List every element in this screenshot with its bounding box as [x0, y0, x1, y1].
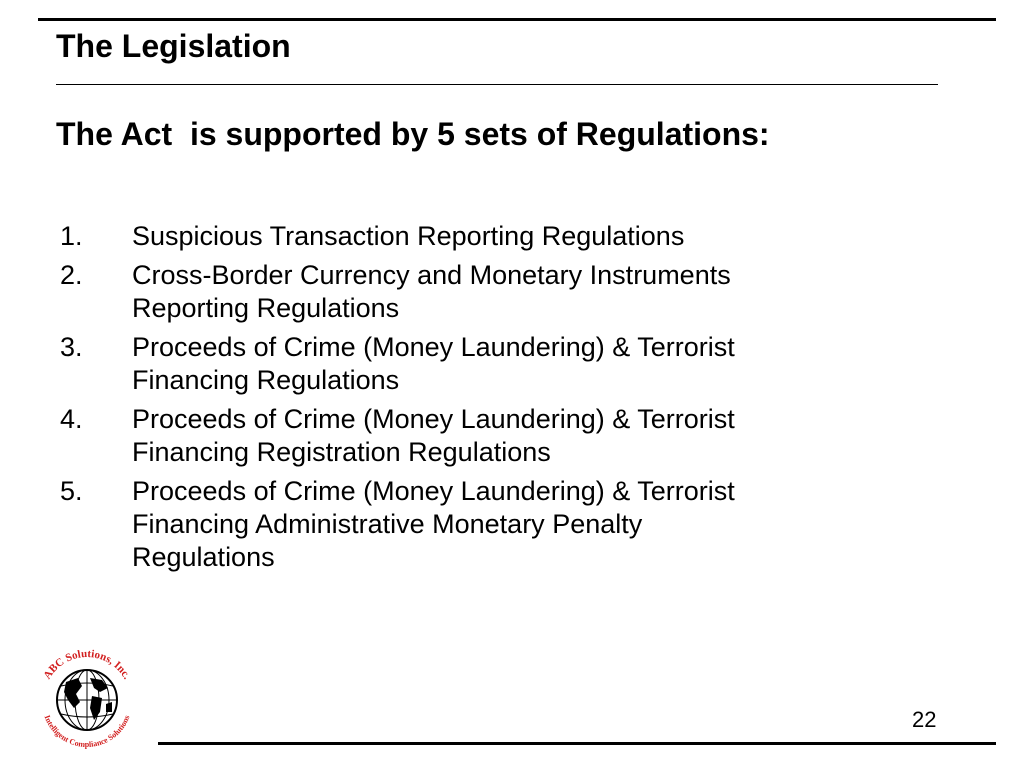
- list-item-number: 4.: [60, 404, 83, 434]
- company-logo: [34, 642, 140, 752]
- list-item-number: 2.: [60, 260, 83, 290]
- list-item: [60, 331, 960, 397]
- list-item-text: Proceeds of Crime (Money Laundering) & Terrorist Financing Registration Regulations: [132, 404, 735, 467]
- regulations-list: [60, 220, 960, 580]
- list-item-number: 1.: [60, 221, 83, 251]
- list-item: [60, 259, 960, 325]
- slide-subtitle: The Act is supported by 5 sets of Regulations:: [56, 116, 770, 152]
- title-divider: [56, 84, 938, 85]
- list-item-text: Cross-Border Currency and Monetary Instruments Reporting Regulations: [132, 260, 731, 323]
- slide-title: The Legislation: [56, 28, 291, 64]
- list-item: [60, 403, 960, 469]
- list-item-number: 5.: [60, 476, 83, 506]
- list-item: [60, 475, 960, 574]
- list-item-text: Proceeds of Crime (Money Laundering) & Terrorist Financing Regulations: [132, 332, 735, 395]
- page-number: 22: [912, 707, 937, 732]
- list-item: [60, 220, 960, 253]
- svg-text:ABC Solutions, Inc.: ABC Solutions, Inc.: [41, 647, 133, 682]
- bottom-rule: [158, 742, 996, 745]
- list-item-number: 3.: [60, 332, 83, 362]
- globe-logo-icon: [34, 642, 140, 752]
- list-item-text: Proceeds of Crime (Money Laundering) & Terrorist Financing Administrative Monetary Penalty Regulations: [132, 476, 735, 572]
- list-item-text: Suspicious Transaction Reporting Regulations: [132, 221, 685, 251]
- top-rule: [38, 18, 996, 21]
- svg-text:Intelligent Compliance Solutio: Intelligent Compliance Solutions: [42, 713, 132, 750]
